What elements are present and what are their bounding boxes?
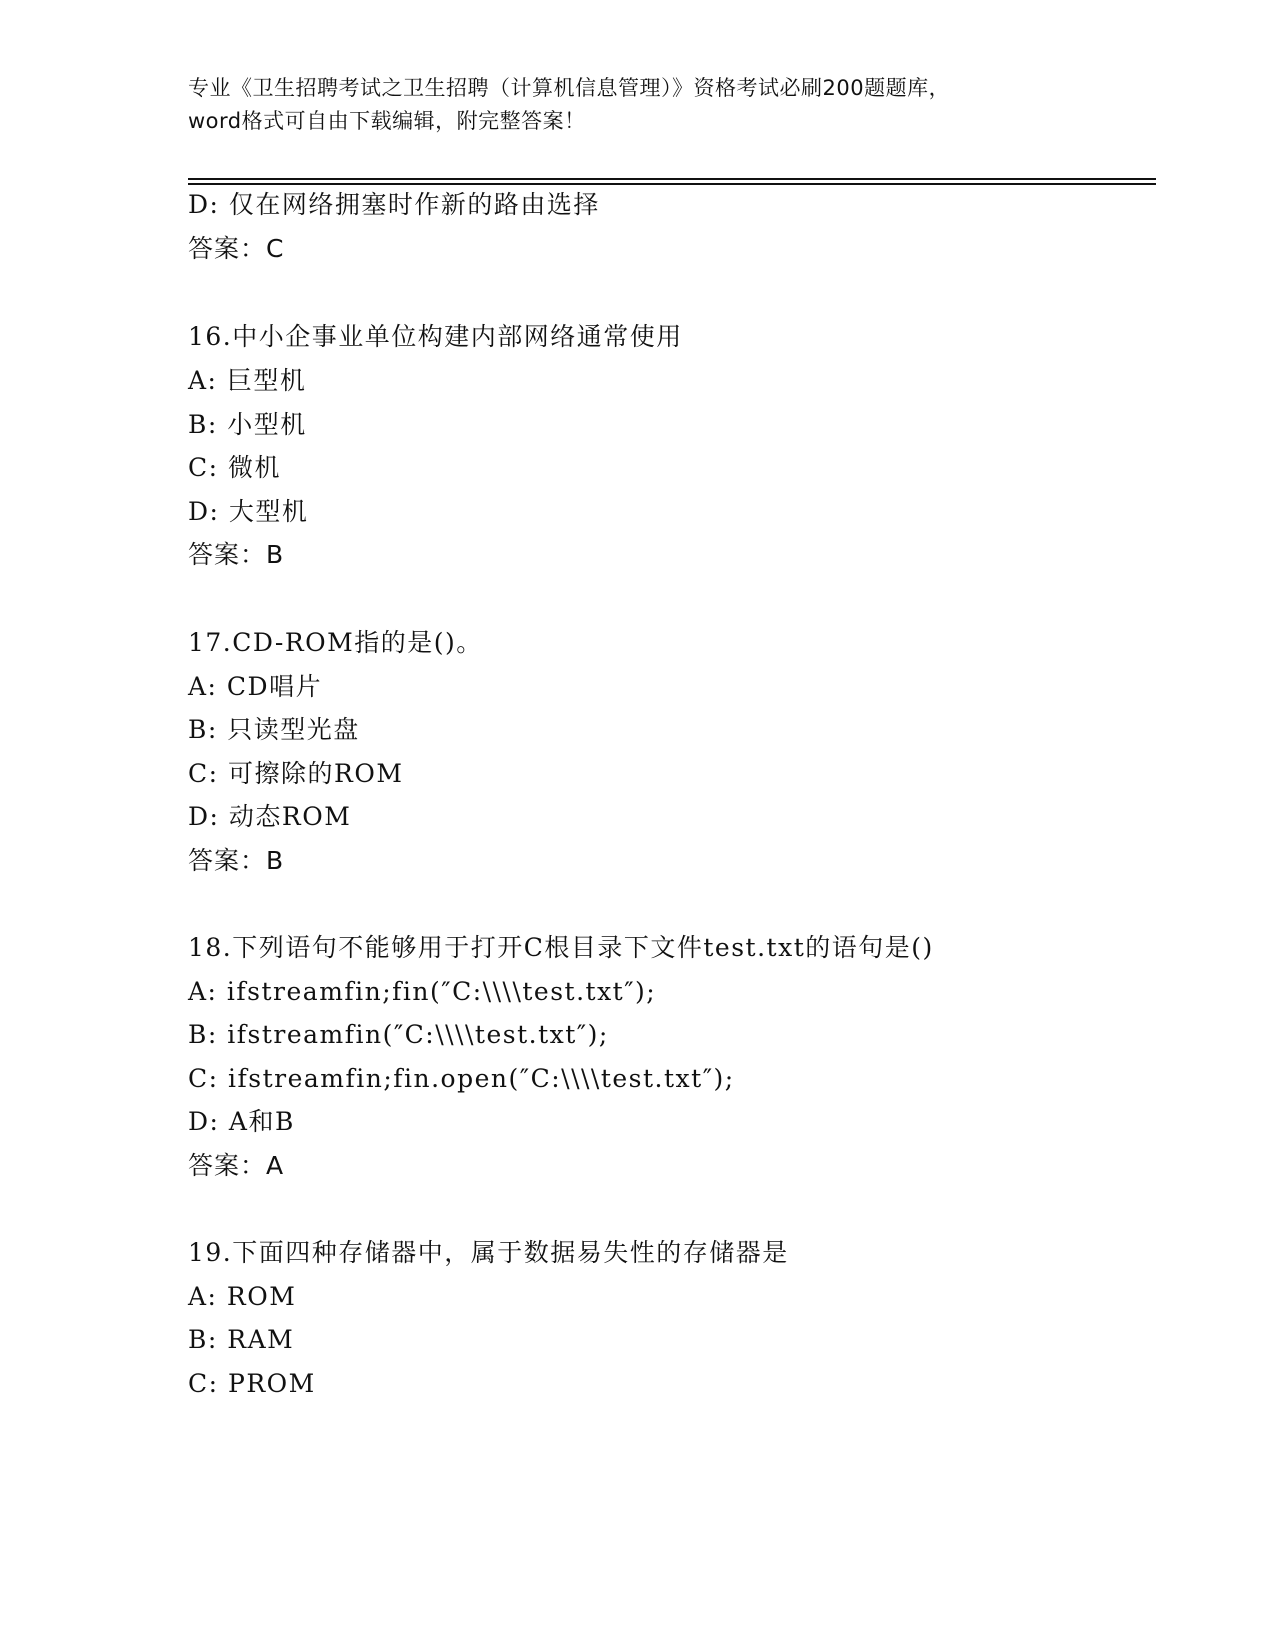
- header-divider-top: [188, 178, 1156, 180]
- q17-question: 17.CD-ROM指的是()。: [188, 628, 483, 657]
- q15-answer: 答案：C: [188, 234, 285, 263]
- q16-option-d: D: 大型机: [188, 497, 309, 526]
- header-title-line-1: 专业《卫生招聘考试之卫生招聘（计算机信息管理）》资格考试必刷200题题库，: [188, 76, 951, 100]
- q18-option-d: D: A和B: [188, 1107, 295, 1136]
- q17-answer: 答案：B: [188, 846, 285, 875]
- q18-option-c: C: ifstreamfin;fin.open(″C:\\\\test.txt″);: [188, 1064, 735, 1093]
- document-header: [188, 72, 1088, 138]
- q17-option-b: B: 只读型光盘: [188, 715, 360, 744]
- q16-answer: 答案：B: [188, 540, 285, 569]
- q18-question: 18.下列语句不能够用于打开C根目录下文件test.txt的语句是(): [188, 933, 934, 962]
- header-divider-bottom: [188, 183, 1156, 185]
- q19-option-b: B: RAM: [188, 1325, 295, 1354]
- q15-option-d: D: 仅在网络拥塞时作新的路由选择: [188, 190, 600, 219]
- q16-option-c: C: 微机: [188, 453, 281, 482]
- q19-question: 19.下面四种存储器中，属于数据易失性的存储器是: [188, 1238, 789, 1267]
- q17-option-a: A: CD唱片: [188, 672, 323, 701]
- q18-option-b: B: ifstreamfin(″C:\\\\test.txt″);: [188, 1020, 609, 1049]
- q16-question: 16.中小企事业单位构建内部网络通常使用: [188, 322, 683, 351]
- q17-option-d: D: 动态ROM: [188, 802, 352, 831]
- q17-option-c: C: 可擦除的ROM: [188, 759, 404, 788]
- header-title-line-2: word格式可自由下载编辑，附完整答案！: [188, 109, 586, 133]
- q18-answer: 答案：A: [188, 1151, 285, 1180]
- q16-option-a: A: 巨型机: [188, 366, 307, 395]
- q18-option-a: A: ifstreamfin;fin(″C:\\\\test.txt″);: [188, 977, 657, 1006]
- q19-option-a: A: ROM: [188, 1282, 297, 1311]
- q19-option-c: C: PROM: [188, 1369, 316, 1398]
- q16-option-b: B: 小型机: [188, 410, 307, 439]
